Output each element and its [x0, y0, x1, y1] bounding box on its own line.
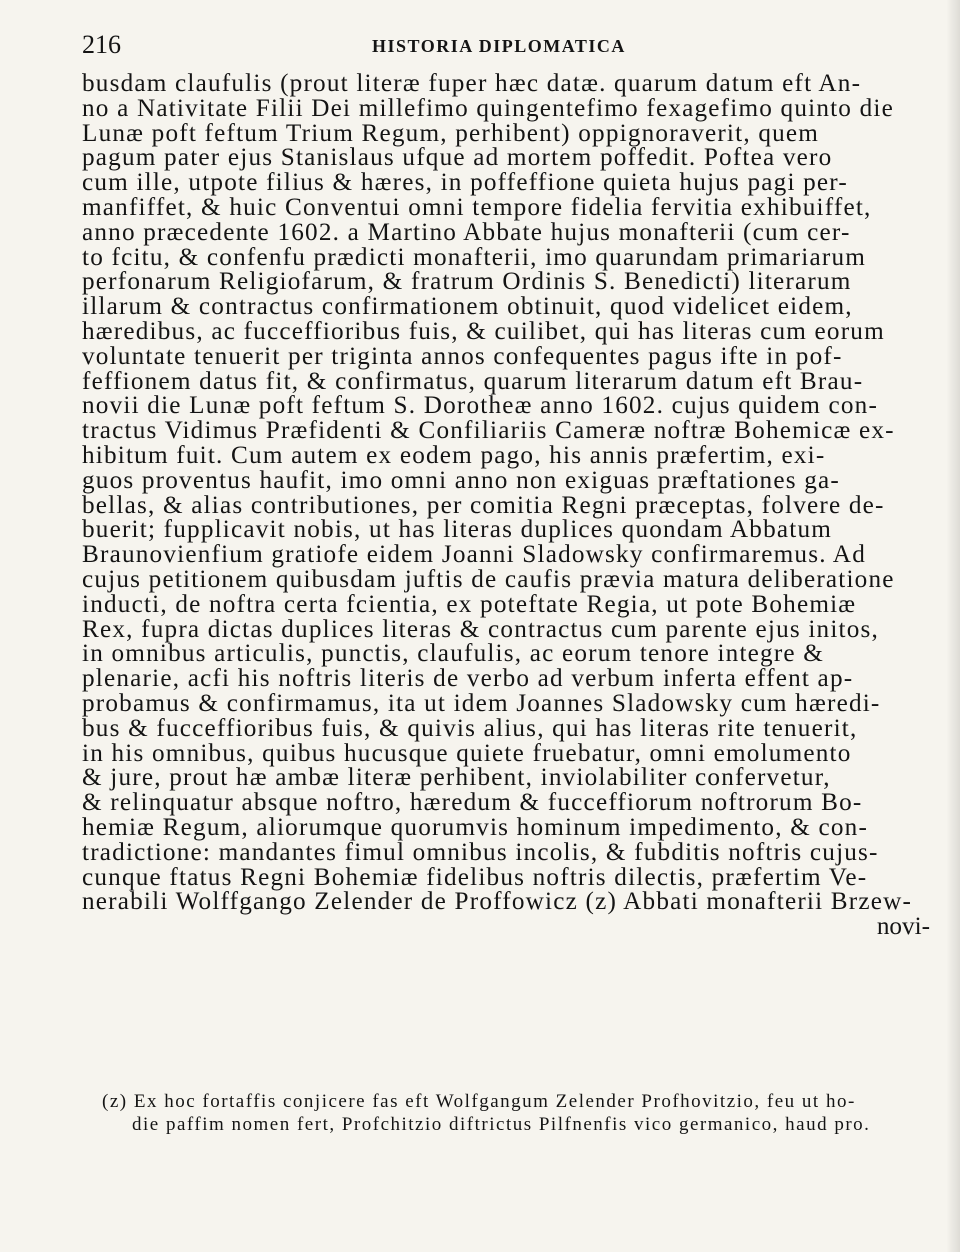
text-line: nerabili Wolffgango Zelender de Proffowicz (z) Abbati monafterii Brzew-	[82, 888, 913, 916]
footnote-line: (z) Ex hoc fortaffis conjicere fas eft Wolfgangum Zelender Profhovitzio, feu ut ho-	[102, 1091, 856, 1112]
text-line: in omnibus articulis, punctis, claufulis, ac eorum tenore integre &	[82, 640, 825, 668]
text-line: cunque ftatus Regni Bohemiæ fidelibus noftris dilectis, præfertim Ve-	[82, 863, 868, 891]
text-line: busdam claufulis (prout literæ fuper hæc datæ. quarum datum eft An-	[82, 70, 862, 97]
text-line: anno præcedente 1602. a Martino Abbate hujus monafterii (cum cer-	[82, 218, 851, 246]
page-edge-shadow	[946, 0, 960, 1252]
catchword: novi-	[876, 913, 930, 941]
text-line: tradictione: mandantes fimul omnibus incolis, & fubditis noftris cujus-	[82, 838, 879, 866]
text-line: probamus & confirmamus, ita ut idem Joannes Sladowsky cum hæredi-	[82, 689, 881, 717]
text-line: plenarie, acfi his noftris literis de verbo ad verbum inferta effent ap-	[82, 665, 854, 693]
text-line: Braunovienfium gratiofe eidem Joanni Sladowsky confirmaremus. Ad	[82, 541, 866, 569]
text-line: bellas, & alias contributiones, per comitia Regni præceptas, folvere de-	[82, 491, 885, 519]
page-number: 216	[82, 30, 121, 59]
footnote-line: die paffim nomen fert, Profchitzio diftrictus Pilfnenfis vico germanico, haud pro.	[132, 1114, 871, 1135]
footnote	[102, 1090, 930, 1136]
text-line: Lunæ poft feftum Trium Regum, perhibent) oppignoraverit, quem	[82, 119, 820, 147]
text-line: illarum & contractus confirmationem obtinuit, quod videlicet eidem,	[82, 293, 853, 321]
text-line: perfonarum Religiofarum, & fratrum Ordinis S. Benedicti) literarum	[82, 268, 852, 296]
text-line: hibitum fuit. Cum autem ex eodem pago, his annis præfertim, exi-	[82, 441, 826, 469]
text-line: & relinquatur absque noftro, hæredum & fucceffiorum noftrorum Bo-	[82, 789, 863, 817]
text-line: hæredibus, ac fucceffioribus fuis, & cuilibet, qui has literas cum eorum	[82, 317, 885, 345]
text-line: voluntate tenuerit per triginta annos confequentes pagus ifte in pof-	[82, 342, 843, 370]
text-line: & jure, prout hæ ambæ literæ perhibent, inviolabiliter confervetur,	[82, 764, 831, 792]
running-head: HISTORIA DIPLOMATICA	[372, 36, 626, 56]
text-line: hemiæ Regum, aliorumque quorumvis hominum impedimento, & con-	[82, 813, 869, 841]
text-line: buerit; fupplicavit nobis, ut has literas duplices quondam Abbatum	[82, 516, 833, 544]
text-line: pagum pater ejus Stanislaus ufque ad mortem poffedit. Poftea vero	[82, 144, 833, 172]
text-line: inducti, de noftra certa fcientia, ex poteftate Regia, ut pote Bohemiæ	[82, 590, 857, 618]
text-line: feffionem datus fit, & confirmatus, quarum literarum datum eft Brau-	[82, 367, 864, 395]
text-line: tractus Vidimus Præfidenti & Confiliariis Cameræ noftræ Bohemicæ ex-	[82, 417, 895, 445]
text-line: no a Nativitate Filii Dei millefimo quingentefimo fexagefimo quinto die	[82, 94, 894, 122]
text-line: cujus petitionem quibusdam juftis de caufis prævia matura deliberatione	[82, 565, 895, 593]
main-text	[82, 72, 930, 940]
text-line: in his omnibus, quibus hucusque quiete fruebatur, omni emolumento	[82, 739, 852, 767]
text-line: manfiffet, & huic Conventui omni tempore fidelia fervitia exhibuiffet,	[82, 193, 872, 221]
text-line: to fcitu, & confenfu prædicti monafterii, imo quarundam primariarum	[82, 243, 867, 271]
text-line: bus & fucceffioribus fuis, & quivis alius, qui has literas rite tenuerit,	[82, 714, 858, 742]
page-header	[82, 28, 942, 64]
text-line: guos proventus haufit, imo omni anno non exiguas præftationes ga-	[82, 466, 840, 494]
text-line: novii die Lunæ poft feftum S. Dorotheæ anno 1602. cujus quidem con-	[82, 392, 879, 420]
text-line: Rex, fupra dictas duplices literas & contractus cum parente ejus initos,	[82, 615, 880, 643]
text-line: cum ille, utpote filius & hæres, in poffeffione quieta hujus pagi per-	[82, 169, 848, 197]
